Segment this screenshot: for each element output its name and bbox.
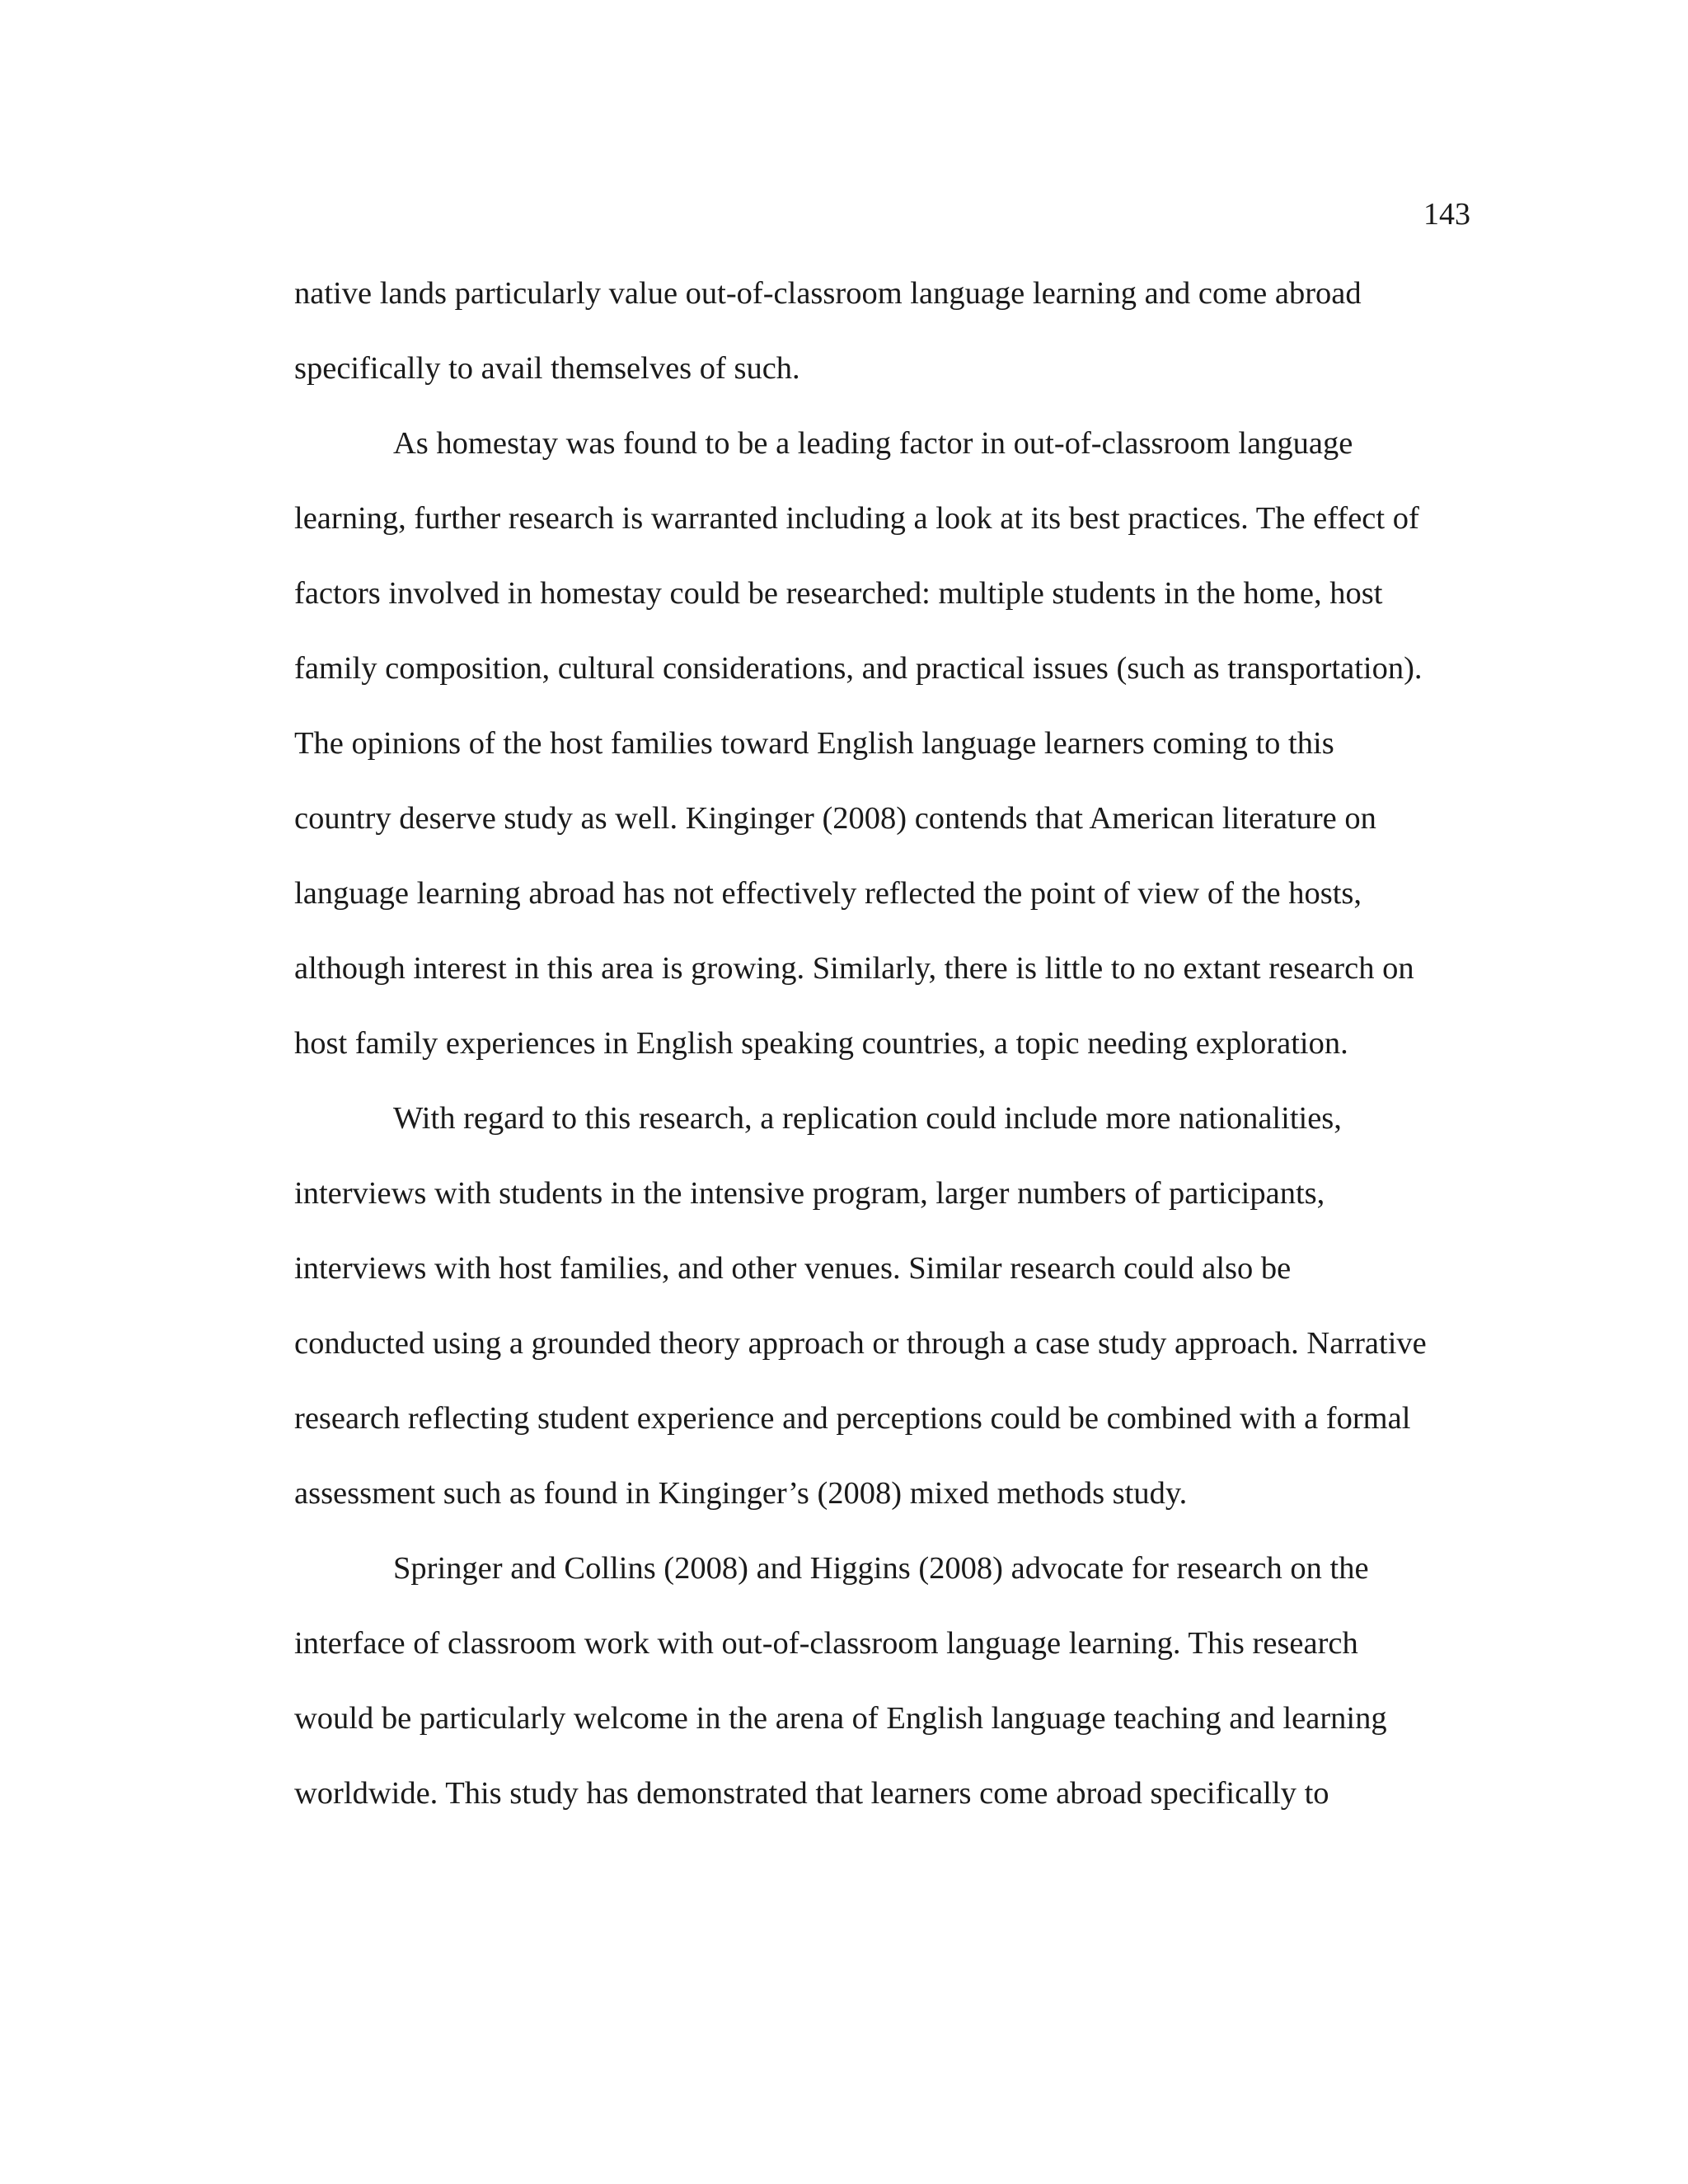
text-line: interface of classroom work with out-of-classroom language learning. This research (294, 1626, 1358, 1661)
text-line: research reflecting student experience and perceptions could be combined with a formal (294, 1401, 1411, 1436)
paragraph-start-line: With regard to this research, a replication could include more nationalities, (393, 1101, 1342, 1136)
text-line: factors involved in homestay could be researched: multiple students in the home, host (294, 576, 1383, 611)
text-line: country deserve study as well. Kinginger (2008) contends that American literature on (294, 801, 1376, 836)
text-line: assessment such as found in Kinginger’s (2008) mixed methods study. (294, 1476, 1188, 1511)
page-number: 143 (1423, 197, 1470, 232)
text-line: language learning abroad has not effectively reflected the point of view of the hosts, (294, 876, 1362, 911)
text-line: native lands particularly value out-of-classroom language learning and come abroad (294, 276, 1362, 311)
text-line: conducted using a grounded theory approach or through a case study approach. Narrative (294, 1326, 1427, 1361)
text-line: The opinions of the host families toward English language learners coming to this (294, 726, 1334, 761)
body-text (294, 256, 1475, 1831)
text-line: family composition, cultural considerations, and practical issues (such as transportation). (294, 651, 1423, 686)
text-line: although interest in this area is growing. Similarly, there is little to no extant research on (294, 951, 1414, 986)
paragraph-start-line: Springer and Collins (2008) and Higgins (2008) advocate for research on the (393, 1551, 1369, 1586)
text-line: learning, further research is warranted including a look at its best practices. The effect of (294, 501, 1419, 536)
text-line: interviews with students in the intensive program, larger numbers of participants, (294, 1176, 1325, 1211)
text-line: specifically to avail themselves of such. (294, 351, 800, 386)
paragraph-start-line: As homestay was found to be a leading factor in out-of-classroom language (393, 426, 1353, 461)
text-line: would be particularly welcome in the arena of English language teaching and learning (294, 1701, 1387, 1736)
text-line: interviews with host families, and other venues. Similar research could also be (294, 1251, 1292, 1286)
text-line: worldwide. This study has demonstrated that learners come abroad specifically to (294, 1776, 1329, 1811)
text-line: host family experiences in English speaking countries, a topic needing exploration. (294, 1026, 1348, 1061)
